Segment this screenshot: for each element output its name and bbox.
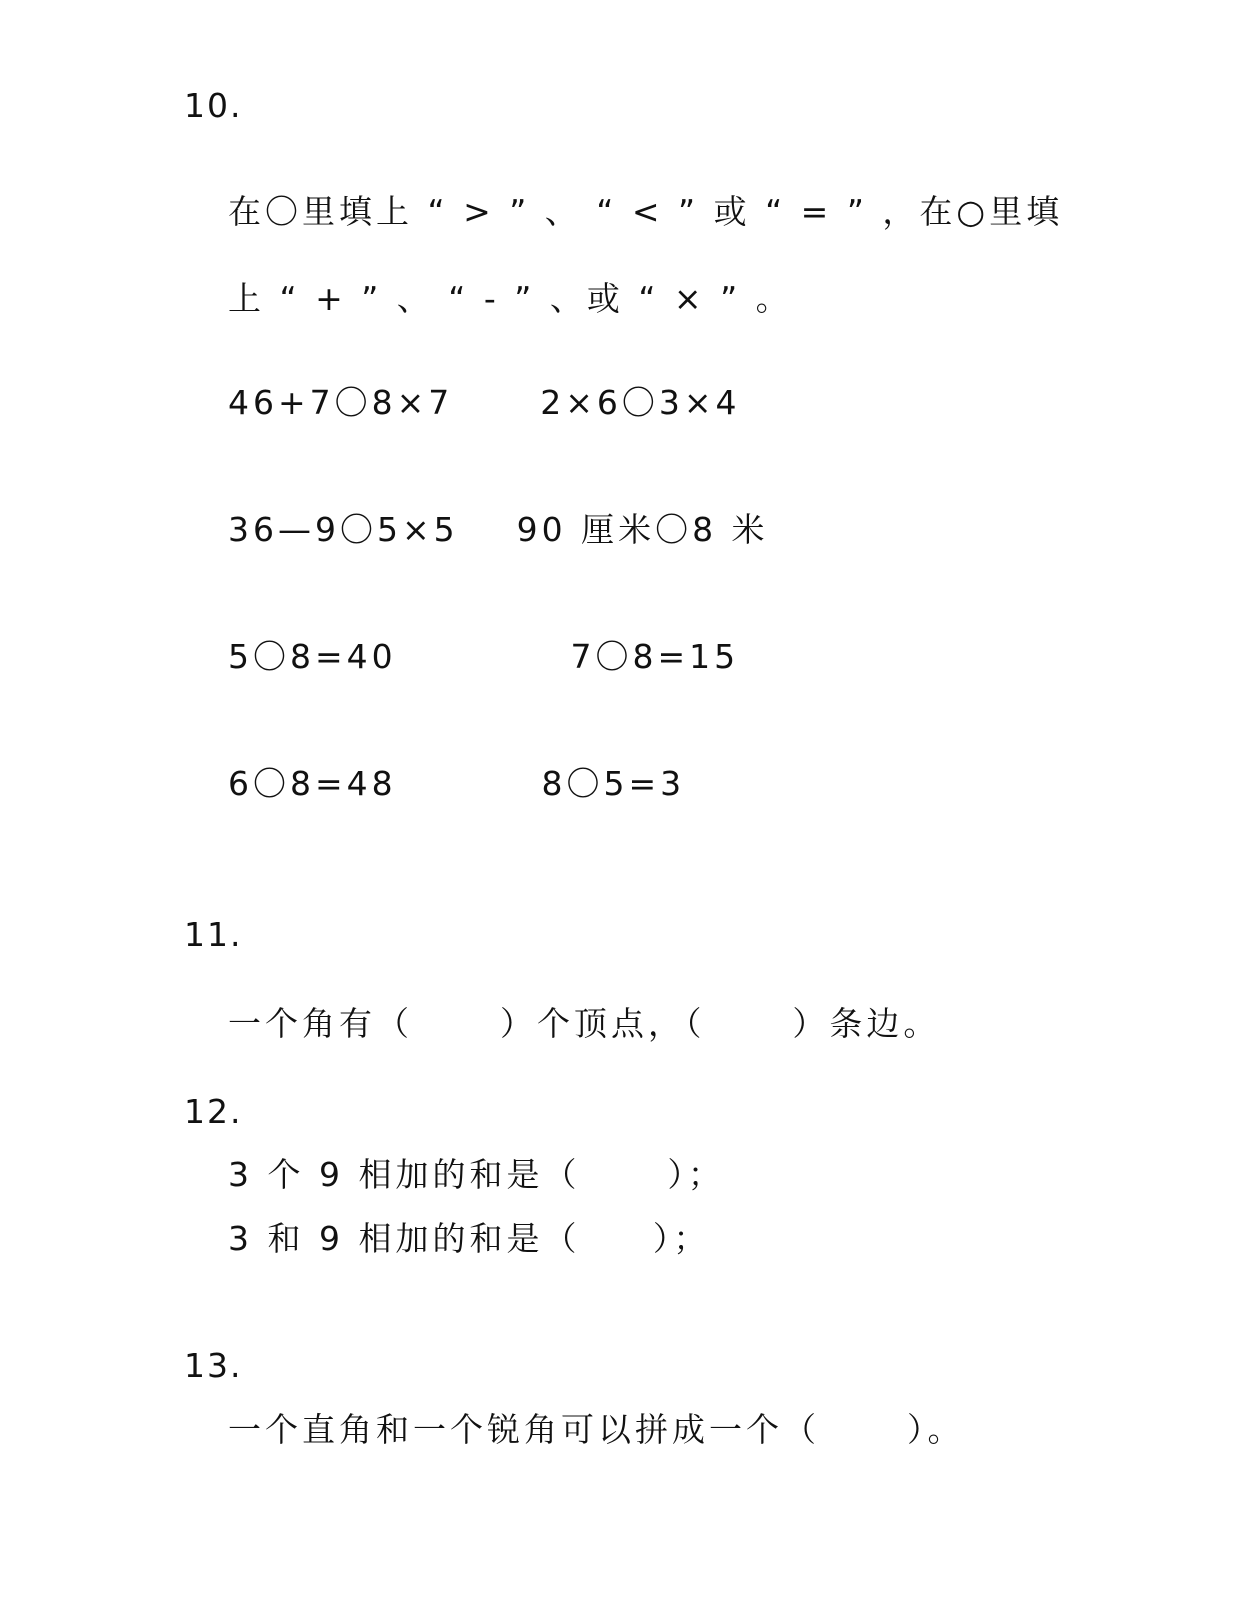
question-12-line-1: 3 个 9 相加的和是（ ）； <box>228 1155 725 1194</box>
question-10-expression-row-1: 46+7〇8×7 2×6〇3×4 <box>228 383 741 422</box>
question-number-13: 13. <box>184 1346 243 1385</box>
question-11-text: 一个角有（ ）个顶点，（ ）条边。 <box>228 1004 941 1043</box>
question-number-10: 10. <box>184 86 243 125</box>
question-10-expression-row-2: 36—9〇5×5 90 厘米〇8 米 <box>228 510 769 549</box>
question-10-instruction-line-2: 上 “ + ” 、 “ - ” 、或 “ × ” 。 <box>228 279 793 318</box>
question-10-instruction-line-1: 在〇里填上 “ > ” 、 “ < ” 或 “ = ” ，在○里填 <box>228 192 1064 231</box>
question-13-text: 一个直角和一个锐角可以拼成一个（ ）。 <box>228 1410 965 1449</box>
question-12-line-2: 3 和 9 相加的和是（ ）； <box>228 1219 711 1258</box>
question-10-expression-row-4: 6〇8=48 8〇5=3 <box>228 764 686 803</box>
question-number-11: 11. <box>184 915 243 954</box>
question-10-expression-row-3: 5〇8=40 7〇8=15 <box>228 637 740 676</box>
question-number-12: 12. <box>184 1092 243 1131</box>
